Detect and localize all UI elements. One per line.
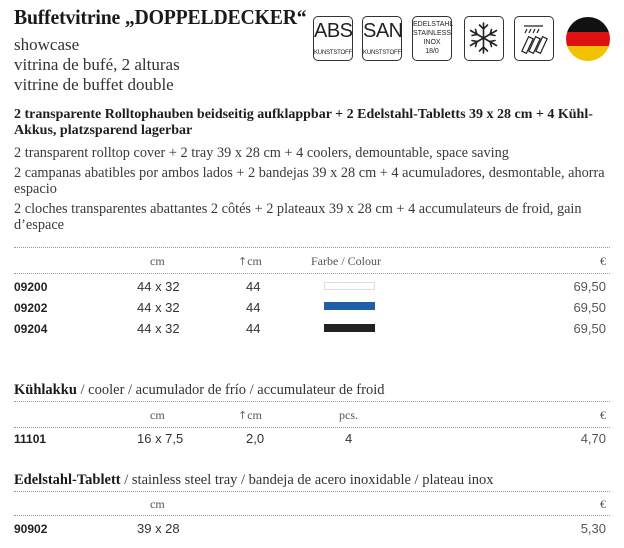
- product-code: 09204: [14, 322, 48, 336]
- product-size: 39 x 28: [137, 521, 180, 536]
- colour-swatch-blue: [324, 302, 375, 310]
- header-height-label: cm: [247, 254, 262, 268]
- product-size: 44 x 32: [137, 300, 180, 315]
- germany-flag-icon: [566, 17, 610, 61]
- header-colour: Farbe / Colour: [311, 254, 381, 268]
- snowflake-icon: [464, 16, 504, 61]
- section-title-tray-rest: / stainless steel tray / bandeja de acero inoxidable / plateau inox: [120, 472, 494, 488]
- product-height: 44: [246, 279, 261, 294]
- divider: [14, 401, 610, 402]
- product-title: Buffetvitrine „DOPPELDECKER“: [14, 5, 307, 29]
- product-price: 5,30: [580, 521, 606, 536]
- dishwasher-icon: [514, 16, 554, 61]
- stainless-steel-icon: [412, 16, 452, 61]
- abs-sublabel: KUNSTSTOFF: [314, 50, 352, 56]
- san-sublabel: KUNSTSTOFF: [363, 50, 401, 56]
- divider: [14, 515, 610, 516]
- colour-swatch-white: [324, 282, 375, 290]
- san-label: SAN: [363, 20, 403, 42]
- description-english: 2 transparent rolltop cover + 2 tray 39 x 28 cm + 4 coolers, demountable, space saving: [14, 145, 509, 161]
- san-material-icon: [362, 16, 402, 61]
- description-french: 2 cloches transparentes abattantes 2 côtés + 2 plateaux 39 x 28 cm + 4 accumulateurs de froid, gain d’espace: [14, 201, 582, 233]
- divider: [14, 247, 610, 248]
- product-price: 69,50: [573, 279, 606, 294]
- section-title-cooler-rest: / cooler / acumulador de frío / accumulateur de froid: [76, 382, 385, 398]
- inox-line-3: INOX: [423, 39, 441, 46]
- section-title-cooler-bold: Kühlakku: [14, 382, 77, 398]
- height-arrow-icon: ↑: [238, 255, 248, 268]
- subtitle-spanish: vitrina de bufé, 2 alturas: [14, 55, 180, 74]
- product-code: 90902: [14, 522, 48, 536]
- section-title-tray: [14, 472, 493, 489]
- product-size: 44 x 32: [137, 279, 180, 294]
- abs-material-icon: [313, 16, 353, 61]
- header-cm: cm: [150, 497, 165, 511]
- divider: [14, 427, 610, 428]
- inox-line-1: EDELSTAHL: [413, 21, 454, 28]
- subtitle-english: showcase: [14, 35, 80, 54]
- inox-text: [413, 20, 454, 56]
- section-title-tray-bold: Edelstahl-Tablett: [14, 472, 121, 488]
- product-size: 16 x 7,5: [137, 431, 184, 446]
- product-price: 69,50: [573, 321, 606, 336]
- header-price: €: [600, 254, 606, 268]
- height-arrow-icon: ↑: [238, 409, 248, 422]
- product-price: 69,50: [573, 300, 606, 315]
- header-price: €: [600, 408, 606, 422]
- product-code: 11101: [14, 432, 47, 446]
- product-height: 2,0: [246, 431, 265, 446]
- header-cm: cm: [150, 408, 165, 422]
- header-price: €: [600, 497, 606, 511]
- divider: [14, 491, 610, 492]
- header-pcs: pcs.: [339, 408, 358, 422]
- product-size: 44 x 32: [137, 321, 180, 336]
- description-spanish: 2 campanas abatibles por ambos lados + 2 bandejas 39 x 28 cm + 4 acumuladores, desmontable, ahorra espacio: [14, 165, 605, 197]
- product-code: 09200: [14, 280, 48, 294]
- header-cm: cm: [150, 254, 165, 268]
- header-height: [238, 254, 262, 269]
- product-code: 09202: [14, 301, 48, 315]
- divider: [14, 273, 610, 274]
- description-german: 2 transparente Rolltophauben beidseitig aufklappbar + 2 Edelstahl-Tabletts 39 x 28 cm + 4 Kühl-Akkus, platzsparend lagerbar: [14, 107, 593, 138]
- section-title-cooler: [14, 382, 385, 399]
- colour-swatch-black: [324, 324, 375, 332]
- product-pcs: 4: [345, 431, 353, 446]
- abs-label: ABS: [314, 20, 353, 42]
- inox-line-2: STAINLESS: [413, 30, 451, 37]
- header-height: [238, 408, 262, 423]
- subtitle-french: vitrine de buffet double: [14, 75, 174, 94]
- header-height-label: cm: [247, 408, 262, 422]
- inox-line-4: 18/0: [425, 48, 439, 55]
- product-height: 44: [246, 321, 261, 336]
- product-height: 44: [246, 300, 261, 315]
- product-price: 4,70: [580, 431, 606, 446]
